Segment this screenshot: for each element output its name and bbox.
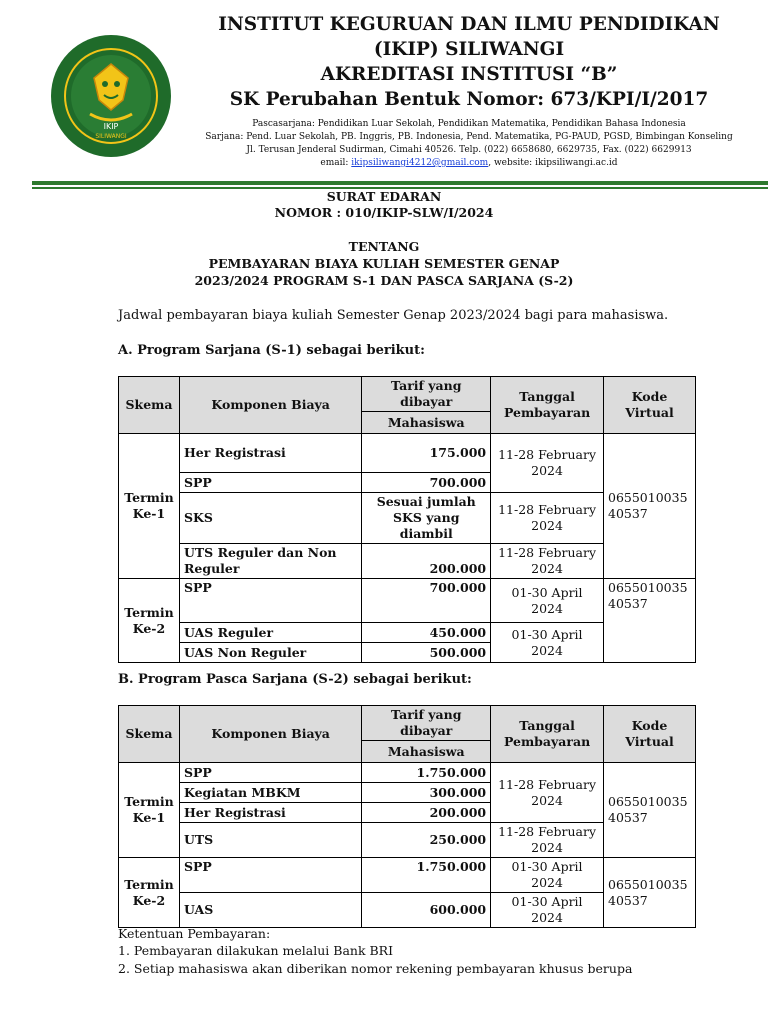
doc-title: SURAT EDARAN xyxy=(326,189,442,204)
amount-cell: 700.000 xyxy=(362,579,491,623)
virtual-code-cell: 0655010035 40537 xyxy=(604,434,696,579)
header-rule-thick xyxy=(32,181,768,185)
institution-logo xyxy=(50,34,172,158)
doc-number: NOMOR : 010/IKIP-SLW/I/2024 xyxy=(274,205,494,220)
section-b-heading: B. Program Pasca Sarjana (S-2) sebagai berikut: xyxy=(118,672,472,687)
header-kode: Kode Virtual xyxy=(604,377,696,434)
table-s1 xyxy=(118,376,696,663)
component-cell: UTS Reguler dan Non Reguler xyxy=(179,544,361,579)
component-cell: SPP xyxy=(179,858,361,893)
amount-cell: 200.000 xyxy=(362,803,491,823)
amount-cell: 200.000 xyxy=(362,544,491,579)
website-text: , website: ikipsiliwangi.ac.id xyxy=(488,158,618,168)
table-header-row xyxy=(119,706,696,741)
date-cell: 11-28 February 2024 xyxy=(491,493,604,544)
subject-line-1: PEMBAYARAN BIAYA KULIAH SEMESTER GENAP xyxy=(208,256,560,271)
header-skema: Skema xyxy=(119,706,180,763)
virtual-code-cell: 0655010035 40537 xyxy=(604,763,696,858)
component-cell: SPP xyxy=(179,763,361,783)
table-row xyxy=(119,579,696,623)
header-tanggal: Tanggal Pembayaran xyxy=(491,706,604,763)
termin-label: Termin Ke-2 xyxy=(119,858,180,928)
sarjana-programs: Sarjana: Pend. Luar Sekolah, PB. Inggris, PB. Indonesia, Pend. Matematika, PG-PAUD, PGSD, Bimbingan Konseling xyxy=(205,132,733,142)
component-cell: SKS xyxy=(179,493,361,544)
section-a-heading: A. Program Sarjana (S-1) sebagai berikut: xyxy=(118,343,425,358)
header-skema: Skema xyxy=(119,377,180,434)
table-s2 xyxy=(118,705,696,928)
table-row xyxy=(119,858,696,893)
accreditation: AKREDITASI INSTITUSI “B” xyxy=(320,64,618,85)
logo-siliwangi-text: SILIWANGI xyxy=(95,133,127,140)
header-mahasiswa: Mahasiswa xyxy=(362,741,491,763)
amount-cell: 1.750.000 xyxy=(362,858,491,893)
header-mahasiswa: Mahasiswa xyxy=(362,412,491,434)
amount-cell: Sesuai jumlah SKS yang diambil xyxy=(362,493,491,544)
sk-number: SK Perubahan Bentuk Nomor: 673/KPI/I/2017 xyxy=(229,89,709,110)
amount-cell: 300.000 xyxy=(362,783,491,803)
header-tanggal: Tanggal Pembayaran xyxy=(491,377,604,434)
date-cell: 01-30 April 2024 xyxy=(491,893,604,928)
component-cell: UTS xyxy=(179,823,361,858)
termin-label: Termin Ke-2 xyxy=(119,579,180,663)
component-cell: Her Registrasi xyxy=(179,434,361,473)
termin-label: Termin Ke-1 xyxy=(119,763,180,858)
institution-name: INSTITUT KEGURUAN DAN ILMU PENDIDIKAN xyxy=(218,14,720,35)
terms-item-2: 2. Setiap mahasiswa akan diberikan nomor rekening pembayaran khusus berupa xyxy=(118,961,633,976)
amount-cell: 500.000 xyxy=(362,643,491,663)
header-tarif: Tarif yang dibayar xyxy=(362,706,491,741)
amount-cell: 700.000 xyxy=(362,473,491,493)
table-row xyxy=(119,434,696,473)
terms-heading: Ketentuan Pembayaran: xyxy=(118,926,271,941)
header-komponen: Komponen Biaya xyxy=(179,377,361,434)
logo-ikip-text: IKIP xyxy=(103,122,119,131)
amount-cell: 1.750.000 xyxy=(362,763,491,783)
date-cell: 01-30 April 2024 xyxy=(491,579,604,623)
component-cell: SPP xyxy=(179,579,361,623)
table-header-row xyxy=(119,377,696,412)
header-tarif: Tarif yang dibayar xyxy=(362,377,491,412)
subject-line-2: 2023/2024 PROGRAM S-1 DAN PASCA SARJANA (S-2) xyxy=(194,273,574,288)
date-cell: 01-30 April 2024 xyxy=(491,623,604,663)
contact-line xyxy=(170,157,768,170)
virtual-code-cell: 0655010035 40537 xyxy=(604,579,696,663)
amount-cell: 450.000 xyxy=(362,623,491,643)
date-cell: 11-28 February 2024 xyxy=(491,434,604,493)
date-cell: 11-28 February 2024 xyxy=(491,823,604,858)
date-cell: 11-28 February 2024 xyxy=(491,544,604,579)
table-row xyxy=(119,763,696,783)
email-label: email: xyxy=(320,158,352,168)
intro-paragraph: Jadwal pembayaran biaya kuliah Semester Genap 2023/2024 bagi para mahasiswa. xyxy=(118,308,669,323)
address: Jl. Terusan Jenderal Sudirman, Cimahi 40526. Telp. (022) 6658680, 6629735, Fax. (022) 6629913 xyxy=(246,145,692,155)
component-cell: UAS xyxy=(179,893,361,928)
amount-cell: 175.000 xyxy=(362,434,491,473)
terms-item-1: 1. Pembayaran dilakukan melalui Bank BRI xyxy=(118,943,394,958)
pasca-programs: Pascasarjana: Pendidikan Luar Sekolah, Pendidikan Matematika, Pendidikan Bahasa Indonesia xyxy=(252,119,686,129)
date-cell: 11-28 February 2024 xyxy=(491,763,604,823)
virtual-code-cell: 0655010035 40537 xyxy=(604,858,696,928)
header-kode: Kode Virtual xyxy=(604,706,696,763)
tentang-label: TENTANG xyxy=(348,239,420,254)
component-cell: UAS Reguler xyxy=(179,623,361,643)
component-cell: Her Registrasi xyxy=(179,803,361,823)
header-komponen: Komponen Biaya xyxy=(179,706,361,763)
component-cell: Kegiatan MBKM xyxy=(179,783,361,803)
termin-label: Termin Ke-1 xyxy=(119,434,180,579)
amount-cell: 250.000 xyxy=(362,823,491,858)
component-cell: SPP xyxy=(179,473,361,493)
institution-abbr: (IKIP) SILIWANGI xyxy=(373,39,565,60)
amount-cell: 600.000 xyxy=(362,893,491,928)
date-cell: 01-30 April 2024 xyxy=(491,858,604,893)
letterhead xyxy=(170,12,768,170)
component-cell: UAS Non Reguler xyxy=(179,643,361,663)
email-link[interactable]: ikipsiliwangi4212@gmail.com xyxy=(351,158,489,168)
